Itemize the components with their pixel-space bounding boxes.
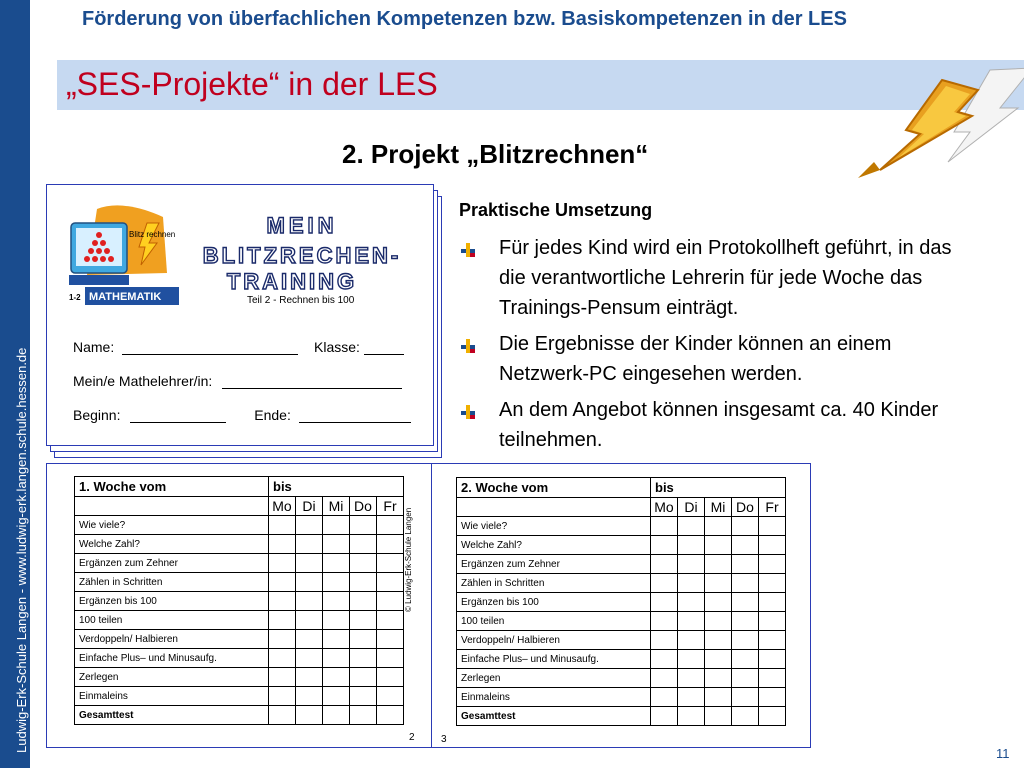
table-row [457,536,786,555]
day-cell [323,649,350,668]
exercise-label: Zerlegen [457,669,651,688]
empty-cell [75,497,269,516]
day-cell [296,706,323,725]
week-label: 1. Woche vom [75,477,269,497]
day-cell [323,611,350,630]
day-cell [296,611,323,630]
day-cell [323,668,350,687]
empty-cell [457,498,651,517]
day-header: Do [350,497,377,516]
day-cell [350,630,377,649]
class-label: Klasse: [314,339,360,355]
start-label: Beginn: [73,407,121,423]
cover-front-card [46,184,434,446]
day-cell [350,516,377,535]
exercise-label: Gesamttest [75,706,269,725]
booklet-title [177,203,427,293]
bullet-item [461,395,981,455]
day-cell [323,516,350,535]
slide-title: „SES-Projekte“ in der LES [66,66,438,102]
day-cell [759,593,786,612]
title-line-1: MEIN [266,213,338,238]
day-cell [377,535,404,554]
day-cell [377,687,404,706]
day-cell [377,649,404,668]
booklet-subtitle: Teil 2 - Rechnen bis 100 [247,295,355,306]
day-cell [678,669,705,688]
day-cell [323,706,350,725]
day-cell [759,555,786,574]
day-header: Do [732,498,759,517]
exercise-label: Einfache Plus– und Minusaufg. [457,650,651,669]
day-cell [296,573,323,592]
bullet-text: Für jedes Kind wird ein Protokollheft geführt, in das die verantwortliche Lehrerin für jede Woche das Trainings-Pensum einträgt. [499,237,952,319]
day-cell [678,707,705,726]
day-cell [759,631,786,650]
day-cell [678,631,705,650]
day-cell [296,516,323,535]
page-number-3: 3 [441,734,447,745]
bullet-text: An dem Angebot können insgesamt ca. 40 Kinder teilnehmen. [499,399,939,451]
day-cell [705,707,732,726]
table-row [457,707,786,726]
day-cell [296,630,323,649]
day-cell [296,554,323,573]
name-label: Name: [73,339,115,355]
table-row [457,631,786,650]
day-cell [759,669,786,688]
day-cell [705,555,732,574]
day-cell [296,649,323,668]
exercise-label: Ergänzen zum Zehner [457,555,651,574]
day-cell [377,554,404,573]
days-row [457,498,786,517]
day-cell [678,536,705,555]
day-cell [377,630,404,649]
day-header: Di [678,498,705,517]
logo-text: Blitz rechnen [129,230,176,239]
day-cell [732,688,759,707]
day-header: Fr [759,498,786,517]
day-cell [269,630,296,649]
day-cell [759,574,786,593]
day-cell [296,592,323,611]
day-cell [269,535,296,554]
table-row [75,611,404,630]
exercise-label: Zählen in Schritten [75,573,269,592]
bullet-text: Die Ergebnisse der Kinder können an einem Netzwerk-PC eingesehen werden. [499,333,892,385]
day-cell [651,669,678,688]
day-header: Fr [377,497,404,516]
day-cell [651,536,678,555]
day-cell [377,573,404,592]
lightning-icon [850,50,1024,190]
table-row [75,630,404,649]
exercise-label: Welche Zahl? [75,535,269,554]
day-cell [377,592,404,611]
page-number-2: 2 [409,732,415,743]
exercise-label: Welche Zahl? [457,536,651,555]
day-cell [350,668,377,687]
day-cell [269,592,296,611]
day-cell [296,535,323,554]
day-cell [269,573,296,592]
exercise-label: Ergänzen bis 100 [75,592,269,611]
table-row [75,668,404,687]
content-heading: Praktische Umsetzung [459,200,653,220]
day-cell [350,706,377,725]
title-line-3: TRAINING [226,269,358,293]
name-field [73,339,404,355]
table-row [457,555,786,574]
day-header: Di [296,497,323,516]
day-cell [350,592,377,611]
exercise-label: Einmaleins [457,688,651,707]
day-cell [323,687,350,706]
day-cell [705,536,732,555]
bis-label: bis [651,478,786,498]
day-cell [269,668,296,687]
date-field [73,407,411,423]
exercise-label: Verdoppeln/ Halbieren [75,630,269,649]
day-cell [678,574,705,593]
day-cell [350,535,377,554]
table-row [75,516,404,535]
day-cell [732,612,759,631]
day-header: Mi [705,498,732,517]
day-cell [323,573,350,592]
exercise-label: Wie viele? [75,516,269,535]
day-header: Mo [651,498,678,517]
exercise-label: Ergänzen zum Zehner [75,554,269,573]
day-cell [269,687,296,706]
day-cell [678,688,705,707]
start-line [130,408,226,423]
day-cell [350,573,377,592]
bullet-icon [461,243,475,257]
day-cell [377,668,404,687]
day-cell [678,650,705,669]
day-cell [651,517,678,536]
table-row [457,669,786,688]
day-cell [269,706,296,725]
day-cell [350,649,377,668]
day-cell [732,669,759,688]
day-cell [651,612,678,631]
day-cell [759,688,786,707]
day-cell [705,688,732,707]
day-cell [678,517,705,536]
day-cell [323,535,350,554]
day-cell [377,611,404,630]
logo-label: MATHEMATIK [89,291,162,303]
table-row [75,573,404,592]
copyright-note: © Ludwig-Erk-Schule Langen [404,507,413,612]
bullet-icon [461,339,475,353]
exercise-label: 100 teilen [75,611,269,630]
bullet-item [461,233,981,323]
day-header: Mo [269,497,296,516]
bis-label: bis [269,477,404,497]
day-cell [705,669,732,688]
day-cell [651,555,678,574]
day-cell [651,631,678,650]
class-line [364,340,404,355]
day-cell [732,650,759,669]
day-cell [759,517,786,536]
title-line-2: BLITZRECHEN- [202,243,402,268]
exercise-label: 100 teilen [457,612,651,631]
day-cell [759,707,786,726]
slide-number: 11 [996,746,1010,761]
day-cell [269,649,296,668]
table-row [75,592,404,611]
table-row [457,612,786,631]
blitzrechnen-logo [67,203,179,305]
day-cell [651,593,678,612]
day-cell [678,612,705,631]
day-cell [732,536,759,555]
table-row [75,535,404,554]
table-row [75,554,404,573]
day-cell [269,516,296,535]
table-row [457,517,786,536]
week-1-table [74,476,404,725]
day-cell [350,554,377,573]
sidebar [0,0,30,768]
exercise-label: Verdoppeln/ Halbieren [457,631,651,650]
sidebar-footer-text: Ludwig-Erk-Schule Langen - www.ludwig-erk.langen.schule.hessen.de [14,347,29,753]
day-cell [732,593,759,612]
day-cell [350,687,377,706]
teacher-field [73,373,402,389]
days-row [75,497,404,516]
booklet-cover [46,184,442,458]
table-row [457,688,786,707]
day-cell [377,706,404,725]
table-header-row [75,477,404,497]
day-cell [651,707,678,726]
day-cell [759,650,786,669]
day-cell [296,687,323,706]
main-heading: Förderung von überfachlichen Kompetenzen bzw. Basiskompetenzen in der LES [82,8,847,30]
logo-grade: 1-2 [69,293,81,302]
week-label: 2. Woche vom [457,478,651,498]
exercise-label: Gesamttest [457,707,651,726]
day-cell [732,555,759,574]
table-row [75,687,404,706]
exercise-label: Zerlegen [75,668,269,687]
day-cell [705,517,732,536]
end-label: Ende: [254,407,291,423]
day-cell [759,612,786,631]
day-cell [678,593,705,612]
exercise-label: Wie viele? [457,517,651,536]
day-cell [705,574,732,593]
day-cell [323,630,350,649]
table-row [457,593,786,612]
table-header-row [457,478,786,498]
table-row [75,649,404,668]
day-cell [651,650,678,669]
teacher-line [222,374,402,389]
day-header: Mi [323,497,350,516]
day-cell [377,516,404,535]
teacher-label: Mein/e Mathelehrer/in: [73,373,213,389]
day-cell [323,592,350,611]
table-row [75,706,404,725]
day-cell [269,611,296,630]
day-cell [651,574,678,593]
day-cell [705,650,732,669]
week-2-table [456,477,786,726]
exercise-label: Einmaleins [75,687,269,706]
day-cell [732,517,759,536]
name-line [122,340,298,355]
day-cell [350,611,377,630]
day-cell [296,668,323,687]
bullet-icon [461,405,475,419]
day-cell [732,574,759,593]
day-cell [651,688,678,707]
project-subtitle: 2. Projekt „Blitzrechnen“ [342,139,649,169]
day-cell [323,554,350,573]
day-cell [269,554,296,573]
exercise-label: Ergänzen bis 100 [457,593,651,612]
day-cell [705,593,732,612]
bullet-list [461,233,981,461]
end-line [299,408,411,423]
exercise-label: Einfache Plus– und Minusaufg. [75,649,269,668]
day-cell [732,707,759,726]
table-row [457,650,786,669]
day-cell [732,631,759,650]
day-cell [678,555,705,574]
day-cell [759,536,786,555]
day-cell [705,612,732,631]
bullet-item [461,329,981,389]
day-cell [705,631,732,650]
exercise-label: Zählen in Schritten [457,574,651,593]
table-row [457,574,786,593]
